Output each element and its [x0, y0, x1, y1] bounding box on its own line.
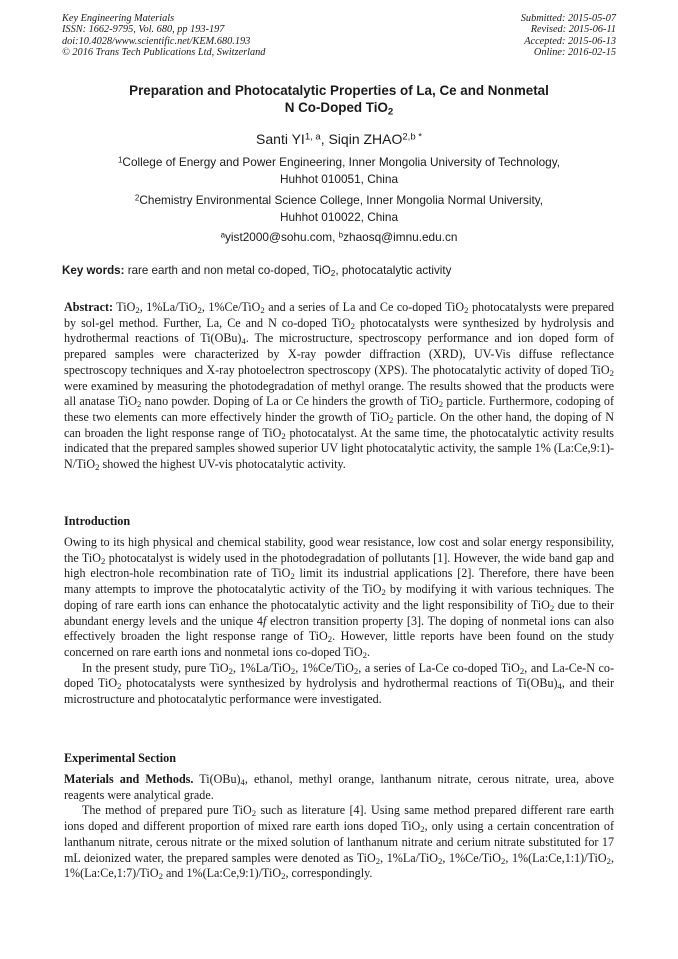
author-1: Santi YI: [256, 131, 305, 147]
affiliation-2-line-1: [62, 192, 616, 209]
title-subscript: 2: [387, 106, 394, 118]
abstract-text: TiO$_2$, 1%La/TiO$_2$, 1%Ce/TiO$_2$ and a series of La and Ce co-doped TiO$_2$ photocatalysts were prepared by sol-gel method. Further, La, Ce and N co-doped TiO$_2$ photocatalysts were synthesized by hydrolysis and hydrothermal reactions of $Ti(OBu)_4$. The microstructure, spectroscopy performance and ion doped form of prepared samples were characterized by X-ray powder diffraction (XRD), UV-Vis diffuse reflectance spectroscopy techniques and X-ray photoelectron spectroscopy (XPS). The photocatalytic activity of doped TiO$_2$ were examined by measuring the photodegradation of methyl orange. The results showed that the products were all anatase TiO$_2$ nano powder. Doping of La or Ce hinders the growth of TiO$_2$ particle. Furthermore, codoping of these two elements can more effectively hinder the growth of TiO$_2$ particle. On the other hand, the doping of N can broaden the light response range of TiO$_2$ photocatalyst. At the same time, the photocatalytic activity results indicated that the prepared samples showed superior UV light photocatalytic activity, the sample 1% (La:Ce,9:1)-N/TiO$_2$ showed the highest UV-vis photocatalytic activity.: [64, 300, 615, 473]
title-line-2: [62, 99, 616, 116]
date-submitted: Submitted: 2015-05-07: [520, 13, 616, 24]
materials-methods-label: Materials and Methods.: [64, 772, 194, 786]
dates-header: [521, 13, 616, 59]
author-1-mark: 1, a: [304, 131, 321, 143]
keywords-text-2: , photocatalytic activity: [335, 264, 452, 277]
email-b-mark: b: [338, 230, 344, 240]
affiliation-2-text: Chemistry Environmental Science College, Inner Mongolia Normal University,: [139, 193, 544, 207]
journal-issn: ISSN: 1662-9795, Vol. 680, pp 193-197: [62, 24, 225, 36]
journal-name: Key Engineering Materials: [62, 13, 175, 24]
author-list: [62, 131, 616, 147]
experimental-paragraph-2: The method of prepared pure TiO$_2$ such as literature [4]. Using same method prepared different rare earth ions doped and different proportion of mixed rare earth ions doped TiO$_2$, only using a certain concentration of lanthanum nitrate, cerous nitrate or the mixed solution of lanthanum nitrate and cerium nitrate substituted for 17 mL deionized water, the prepared samples were denoted as TiO$_2$, 1%La/TiO$_2$, 1%Ce/TiO$_2$, 1%(La:Ce,1:1)/TiO$_2$, 1%(La:Ce,1:7)/TiO$_2$ and 1%(La:Ce,9:1)/TiO$_2$, correspondingly.: [64, 803, 614, 882]
date-online: Online: 2016-02-15: [533, 47, 616, 59]
keywords-label: Key words:: [62, 264, 125, 277]
experimental-section: [64, 772, 614, 882]
date-revised: Revised: 2015-06-11: [530, 24, 616, 36]
email-a-mark: a: [220, 230, 226, 240]
author-2-mark: 2,b *: [402, 131, 422, 143]
abstract-label: Abstract:: [64, 300, 114, 314]
experimental-paragraph-1: [64, 772, 614, 803]
introduction-paragraph-2: In the present study, pure TiO$_2$, 1%La/TiO$_2$, 1%Ce/TiO$_2$, a series of La-Ce co-doped TiO$_2$, and La-Ce-N co-doped TiO$_2$ photocatalysts were synthesized by hydrolysis and hydrothermal reactions of $Ti(OBu)_4$, and their microstructure and photocatalytic performance were investigated.: [64, 660, 614, 707]
affiliation-1-mark: 1: [117, 155, 123, 165]
affiliation-1-text: College of Energy and Power Engineering, Inner Mongolia University of Technology,: [122, 155, 561, 169]
affiliation-1: [62, 154, 616, 188]
introduction-heading: Introduction: [64, 514, 131, 528]
materials-text: $Ti(OBu)_4$, ethanol, methyl orange, lanthanum nitrate, cerous nitrate, urea, above reagents were analytical grade.: [64, 772, 614, 802]
journal-copyright: © 2016 Trans Tech Publications Ltd, Switzerland: [62, 47, 266, 59]
author-2: Siqin ZHAO: [328, 131, 403, 147]
keywords-subscript: 2: [330, 268, 336, 279]
author-separator: ,: [320, 131, 329, 147]
abstract: [64, 300, 614, 473]
title-line-1: Preparation and Photocatalytic Properties of La, Ce and Nonmetal: [129, 83, 549, 98]
keywords: [62, 264, 616, 277]
affiliation-2: [62, 192, 616, 226]
journal-doi: doi:10.4028/www.scientific.net/KEM.680.193: [62, 35, 251, 47]
author-emails: [62, 229, 616, 246]
email-line: [62, 229, 616, 246]
introduction-section: [64, 535, 614, 708]
email-a: yist2000@sohu.com,: [225, 230, 339, 244]
introduction-paragraph-1: Owing to its high physical and chemical stability, good wear resistance, low cost and solar energy responsibility, the TiO$_2$ photocatalyst is widely used in the photodegradation of pollutants [1]. However, the wide band gap and high electron-hole recombination rate of TiO$_2$ limit its industrial applications [2]. Therefore, there have been many attempts to improve the photocatalytic activity of the TiO$_2$ by modifying it with various techniques. The doping of rare earth ions can enhance the photocatalytic activity and the light responsibility of TiO$_2$ due to their abundant energy levels and the unique 4f electron transition property [3]. The doping of nonmetal ions can also effectively broaden the light response range of TiO$_2$. However, little reports have been found on the study concerned on rare earth ions and nonmetal ions co-doped TiO$_2$.: [64, 535, 615, 661]
experimental-heading: Experimental Section: [64, 751, 177, 765]
paper-title: [62, 82, 616, 116]
affiliation-1-line-2: Huhhot 010051, China: [279, 172, 399, 186]
keywords-text-1: rare earth and non metal co-doped, TiO: [124, 264, 331, 277]
abstract-paragraph: [64, 300, 614, 473]
affiliation-2-mark: 2: [134, 193, 140, 203]
date-accepted: Accepted: 2015-06-13: [524, 35, 616, 47]
journal-header: [62, 13, 265, 59]
affiliation-2-line-2: Huhhot 010022, China: [279, 210, 399, 224]
email-b: zhaosq@imnu.edu.cn: [343, 230, 458, 244]
title-line-2-text: N Co-Doped TiO: [284, 100, 388, 115]
affiliation-1-line-1: [62, 154, 616, 171]
